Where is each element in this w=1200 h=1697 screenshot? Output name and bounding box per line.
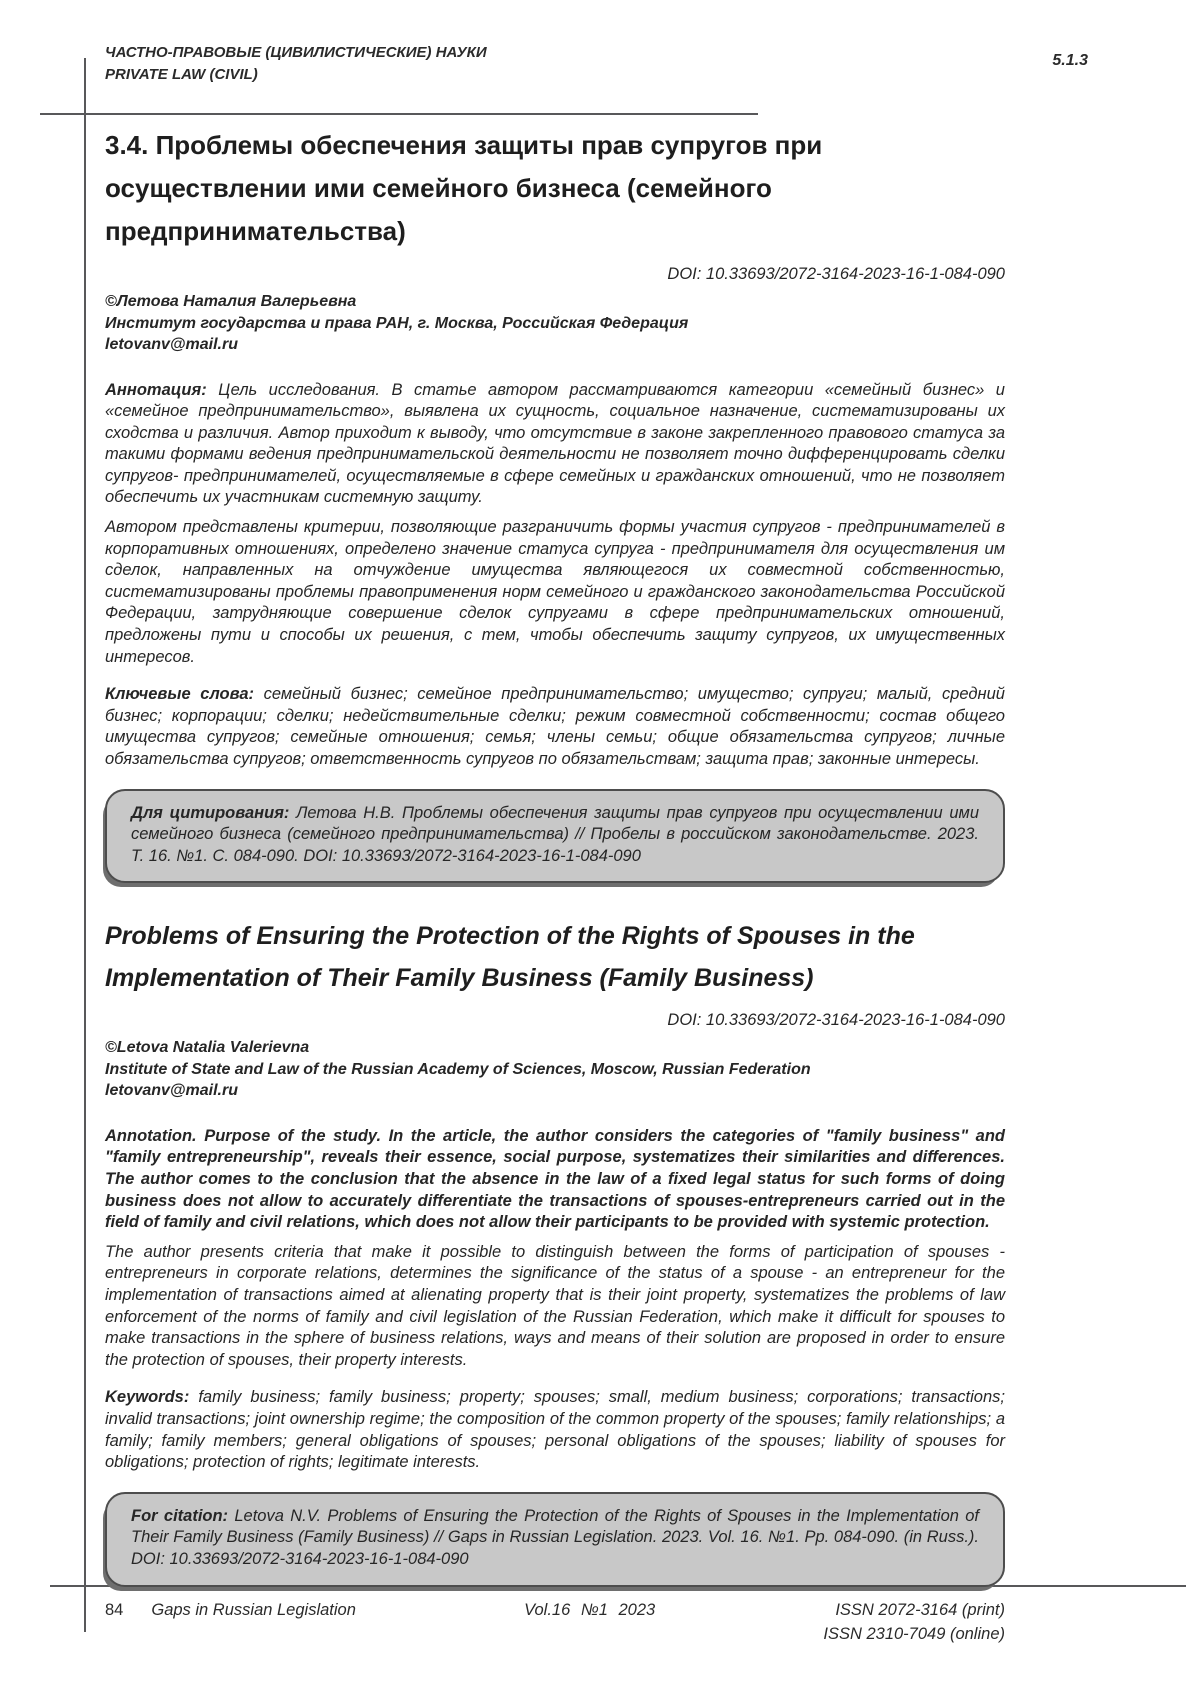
annotation-text-1-ru: Цель исследования. В статье автором рассматриваются категории «семейный бизнес» и «семейное предпринимательство», выявлена их сущность, социальное назначение, систематизированы их сходства и различия. Автор приходит к выводу, что отсутствие в законе закрепленного правового статуса за такими формами ведения предпринимательской деятельности не позволяет точно дифференцировать сделки супругов- предпринимателей, осуществляемые в сфере семейных и гражданских отношений, что не позволяет обеспечить их участникам системную защиту.: [105, 380, 1005, 507]
author-affiliation-en: Institute of State and Law of the Russian Academy of Sciences, Moscow, Russian Federation: [105, 1060, 811, 1078]
header-divider-rule: [40, 113, 758, 115]
page-header: [105, 42, 1088, 86]
citation-box-en: [105, 1492, 1005, 1587]
article-content: [105, 124, 1005, 1617]
issn-online: ISSN 2310-7049 (online): [823, 1625, 1005, 1643]
author-block-ru: [105, 291, 1005, 356]
citation-label-en: For citation:: [131, 1506, 229, 1525]
citation-paragraph-en: [131, 1506, 979, 1571]
citation-label-ru: Для цитирования:: [131, 803, 290, 822]
annotation-paragraph-2-en: The author presents criteria that make it possible to distinguish between the forms of participation of spouses - entrepreneurs in corporate relations, determines the significance of the status of a spouse - an entrepreneur for the implementation of transactions aimed at alienating property that is their joint property, systematizes the problems of law enforcement of the norms of family and civil legislation of the Russian Federation, which make it difficult for spouses to make transactions in the sphere of business relations, ways and means of their solution are proposed in order to ensure the protection of spouses, their property interests.: [105, 1242, 1005, 1369]
citation-box-ru: [105, 789, 1005, 884]
journal-name: Gaps in Russian Legislation: [151, 1601, 356, 1619]
author-email-ru: letovanv@mail.ru: [105, 336, 238, 353]
author-name-ru: ©Летова Наталия Валерьевна: [105, 293, 357, 310]
specialty-code: 5.1.3: [1052, 52, 1088, 69]
annotation-paragraph-1-ru: [105, 380, 1005, 510]
section-rubric: [105, 42, 487, 86]
keywords-text-ru: семейный бизнес; семейное предпринимательство; имущество; супруги; малый, средний бизнес; корпорации; сделки; недействительные сделки; режим совместной собственности; состав общего имущества супругов; семейные отношения; семья; члены семьи; общие обязательства супругов; личные обязательства супругов; ответственность супругов по обязательствам; защита прав; законные интересы.: [105, 685, 1005, 768]
keywords-paragraph-ru: [105, 684, 1005, 770]
author-name-en: ©Letova Natalia Valerievna: [105, 1039, 310, 1057]
author-block-en: [105, 1037, 1005, 1102]
doi-line-en: DOI: 10.33693/2072-3164-2023-16-1-084-090: [667, 1011, 1005, 1030]
rubric-title-en: PRIVATE LAW (CIVIL): [105, 66, 258, 83]
doi-line-ru: DOI: 10.33693/2072-3164-2023-16-1-084-090: [667, 265, 1005, 283]
issn-print: ISSN 2072-3164 (print): [835, 1601, 1005, 1619]
footer-left: [105, 1598, 356, 1622]
page-number: 84: [105, 1601, 124, 1619]
annotation-paragraph-1-en: [105, 1126, 1005, 1234]
keywords-label-ru: Ключевые слова:: [105, 685, 255, 704]
citation-text-en: Letova N.V. Problems of Ensuring the Protection of the Rights of Spouses in the Implementation of Their Family Business (Family Business) // Gaps in Russian Legislation. 2023. Vol. 16. №1. Pp. 084-090. (in Russ.). DOI: 10.33693/2072-3164-2023-16-1-084-090: [131, 1506, 979, 1568]
citation-text-ru: Летова Н.В. Проблемы обеспечения защиты прав супругов при осуществлении ими семейного бизнеса (семейного предпринимательства) // Пробелы в российском законодательстве. 2023. Т. 16. №1. С. 084-090. DOI: 10.33693/2072-3164-2023-16-1-084-090: [131, 803, 979, 865]
annotation-paragraph-2-ru: Автором представлены критерии, позволяющие разграничить формы участия супругов - предпринимателей в корпоративных отношениях, определено значение статуса супруга - предпринимателя для осуществления им сделок, направленных на отчуждение имущества являющегося их совместной собственностью, систематизированы проблемы правоприменения норм семейного и гражданского законодательства Российской Федерации, затрудняющие совершение сделок супругами в сфере предпринимательских отношений, предложены пути и способы их решения, с тем, чтобы обеспечить защиту супругов, их имущественных интересов.: [105, 518, 1005, 666]
volume-issue: Vol.16 №1 2023: [524, 1601, 656, 1619]
keywords-paragraph-en: [105, 1387, 1005, 1473]
left-margin-rule: [84, 58, 86, 1632]
rubric-title-ru: ЧАСТНО-ПРАВОВЫЕ (ЦИВИЛИСТИЧЕСКИЕ) НАУКИ: [105, 44, 487, 61]
annotation-text-1-en: Purpose of the study. In the article, the author considers the categories of "family business" and "family entrepreneurship", reveals their essence, social purpose, systematizes their similarities and differences. The author comes to the conclusion that the absence in the law of a fixed legal status for such forms of doing business does not allow to accurately differentiate the transactions of spouses-entrepreneurs carried out in the field of family and civil relations, which does not allow their participants to be provided with systemic protection.: [105, 1126, 1005, 1232]
author-affiliation-ru: Институт государства и права РАН, г. Москва, Российская Федерация: [105, 314, 689, 332]
author-email-en: letovanv@mail.ru: [105, 1082, 238, 1100]
annotation-label-ru: Аннотация:: [105, 380, 207, 399]
keywords-text-en: family business; family business; property; spouses; small, medium business; corporations; transactions; invalid transactions; joint ownership regime; the composition of the common property of the spouses; family relationships; a family; family members; general obligations of spouses; personal obligations of the spouses; liability of spouses for obligations; protection of rights; legitimate interests.: [105, 1388, 1005, 1472]
keywords-label-en: Keywords:: [105, 1388, 190, 1407]
annotation-label-en: Annotation.: [105, 1126, 197, 1145]
article-title-ru: 3.4. Проблемы обеспечения защиты прав супругов при осуществлении ими семейного бизнеса (семейного предпринимательства): [105, 130, 823, 246]
citation-paragraph-ru: [131, 803, 979, 868]
page-footer: [105, 1598, 1005, 1646]
article-title-en: Problems of Ensuring the Protection of the Rights of Spouses in the Implementation of Their Family Business (Family Business): [105, 922, 915, 993]
issn-block: [823, 1598, 1005, 1646]
